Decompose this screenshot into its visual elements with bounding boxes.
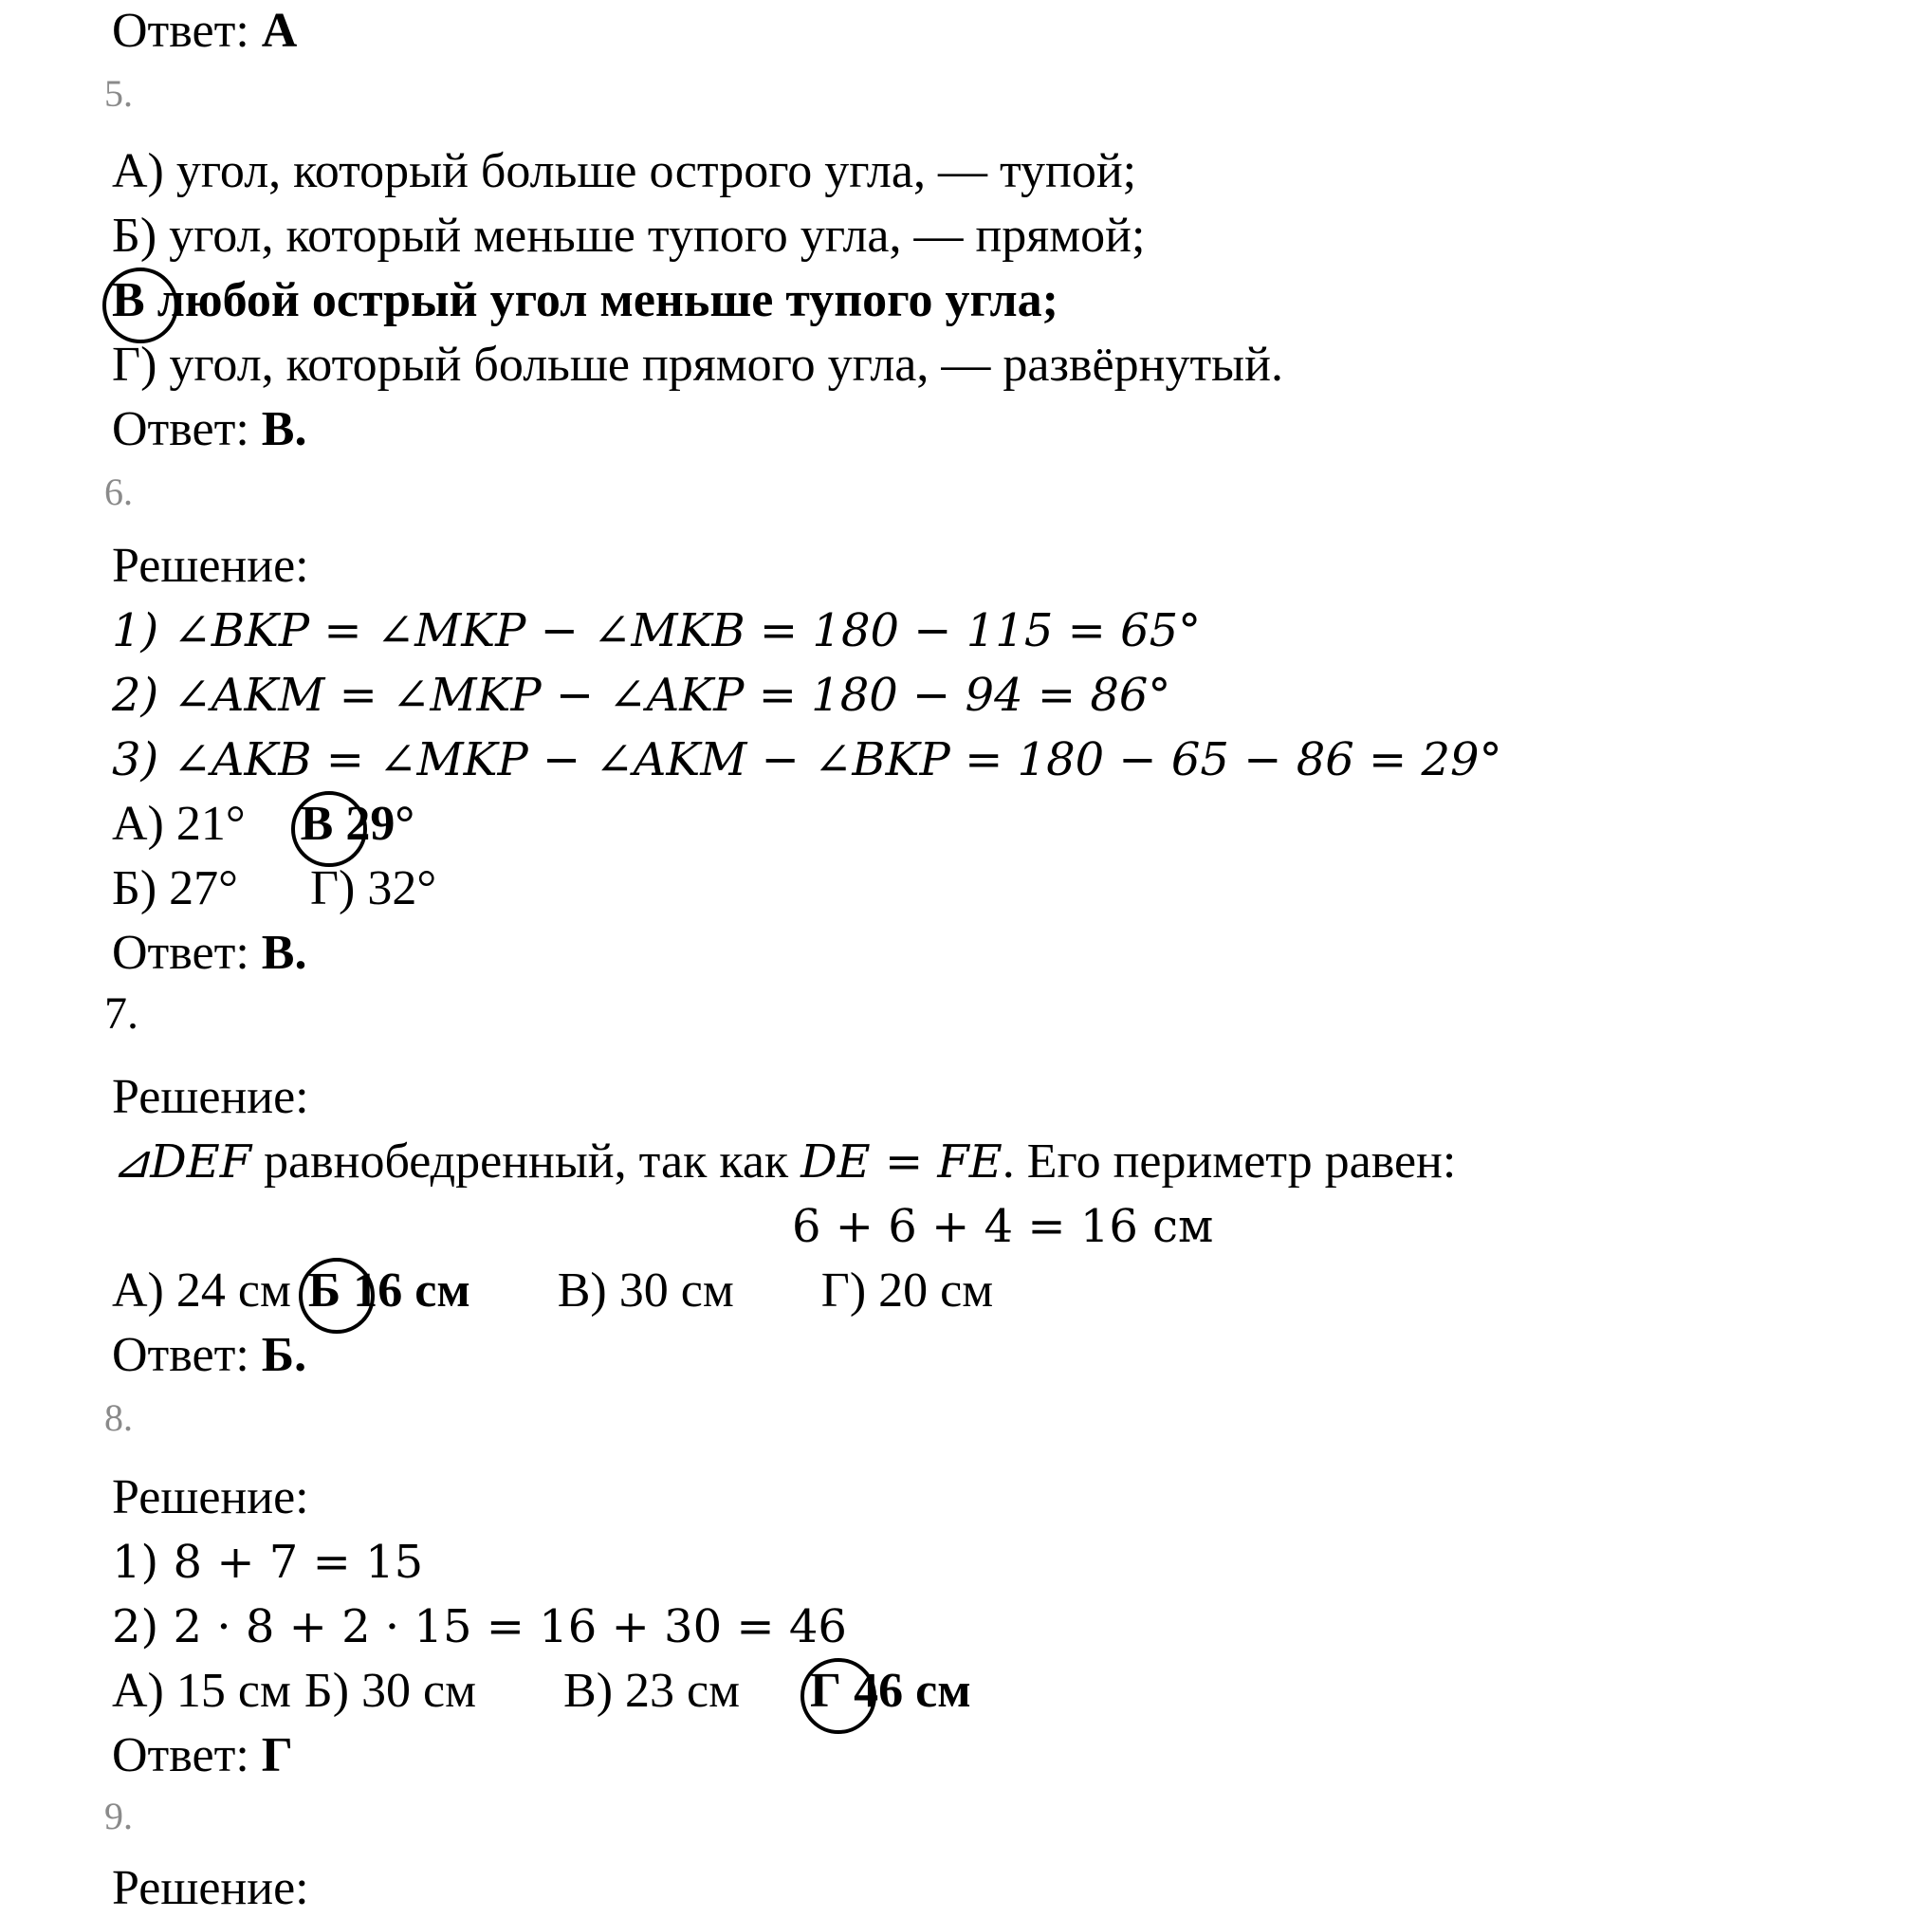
answer-6 xyxy=(112,924,306,983)
option-6b: Б) 27° xyxy=(112,861,238,915)
option-text: любой острый угол меньше тупого угла; xyxy=(144,273,1058,327)
answer-value: В. xyxy=(261,402,307,456)
option-7b xyxy=(308,1263,470,1318)
circled-letter: Г xyxy=(810,1662,841,1721)
circled-letter: В xyxy=(112,271,145,330)
text: равнобедренный, так как xyxy=(251,1134,801,1189)
answer-label: Ответ: xyxy=(112,1728,262,1782)
option-text: 16 см xyxy=(340,1263,470,1318)
option-5a: А) угол, который больше острого угла, — тупой; xyxy=(112,144,1137,198)
option-7g: Г) 20 см xyxy=(820,1263,994,1318)
option-8a: А) 15 см xyxy=(112,1664,291,1718)
answer-value: А xyxy=(261,4,298,58)
task-number-6: 6. xyxy=(104,470,133,513)
option-6a: А) 21° xyxy=(112,797,246,851)
answer-label: Ответ: xyxy=(112,1328,262,1382)
answer-value: Г xyxy=(261,1728,293,1782)
answer-label: Ответ: xyxy=(112,402,262,456)
solution-step-6-1: 1) ∠BKP = ∠MKP − ∠MKB = 180 − 115 = 65° xyxy=(112,604,1202,657)
triangle-name: ⊿DEF xyxy=(112,1135,252,1189)
option-5b: Б) угол, который меньше тупого угла, — прямой; xyxy=(112,209,1146,263)
equality: DE = FE xyxy=(800,1135,1003,1189)
options-7 xyxy=(112,1262,993,1320)
text: . Его периметр равен: xyxy=(1002,1134,1457,1189)
circled-letter: В xyxy=(301,795,334,854)
solution-step-6-3: 3) ∠AKB = ∠MKP − ∠AKM − ∠BKP = 180 − 65 − 86 = 29° xyxy=(112,733,1502,786)
perimeter-calc: 6 + 6 + 4 = 16 см xyxy=(792,1200,1214,1253)
solution-step-8-1: 1) 8 + 7 = 15 xyxy=(112,1536,424,1589)
option-6g: Г) 32° xyxy=(309,861,437,915)
option-6v xyxy=(301,797,414,851)
answer-label: Ответ: xyxy=(112,926,262,980)
option-7v: В) 30 см xyxy=(557,1263,734,1318)
option-text: 46 см xyxy=(841,1664,971,1718)
answer-8 xyxy=(112,1726,293,1785)
task-number-7: 7. xyxy=(104,988,138,1039)
option-5g: Г) угол, который больше прямого угла, — развёрнутый. xyxy=(112,338,1283,392)
solution-label-6: Решение: xyxy=(112,539,309,593)
option-8v: В) 23 см xyxy=(563,1664,741,1718)
option-8b: Б) 30 см xyxy=(304,1664,477,1718)
solution-step-6-2: 2) ∠AKM = ∠MKP − ∠AKP = 180 − 94 = 86° xyxy=(112,669,1171,722)
option-5v xyxy=(112,271,1058,330)
solution-label-9: Решение: xyxy=(112,1861,309,1915)
option-7a: А) 24 см xyxy=(112,1263,291,1318)
task-number-5: 5. xyxy=(104,72,133,115)
options-8 xyxy=(112,1662,971,1721)
answer-7 xyxy=(112,1326,306,1385)
option-8g xyxy=(810,1664,971,1718)
solution-text-7 xyxy=(112,1133,1456,1191)
solution-label-8: Решение: xyxy=(112,1470,309,1524)
option-text: 29° xyxy=(333,797,415,851)
answer-value: Б. xyxy=(261,1328,307,1382)
answer-value: В. xyxy=(261,926,307,980)
circled-letter: Б xyxy=(308,1262,340,1320)
options-6-row-1 xyxy=(112,795,414,854)
solution-label-7: Решение: xyxy=(112,1070,309,1124)
answer-5 xyxy=(112,400,306,459)
solution-step-8-2: 2) 2 · 8 + 2 · 15 = 16 + 30 = 46 xyxy=(112,1600,847,1653)
options-6-row-2 xyxy=(112,859,436,918)
task-number-9: 9. xyxy=(104,1795,133,1837)
task-number-8: 8. xyxy=(104,1396,133,1439)
answer-label: Ответ: xyxy=(112,4,262,58)
answer-4 xyxy=(112,2,297,61)
